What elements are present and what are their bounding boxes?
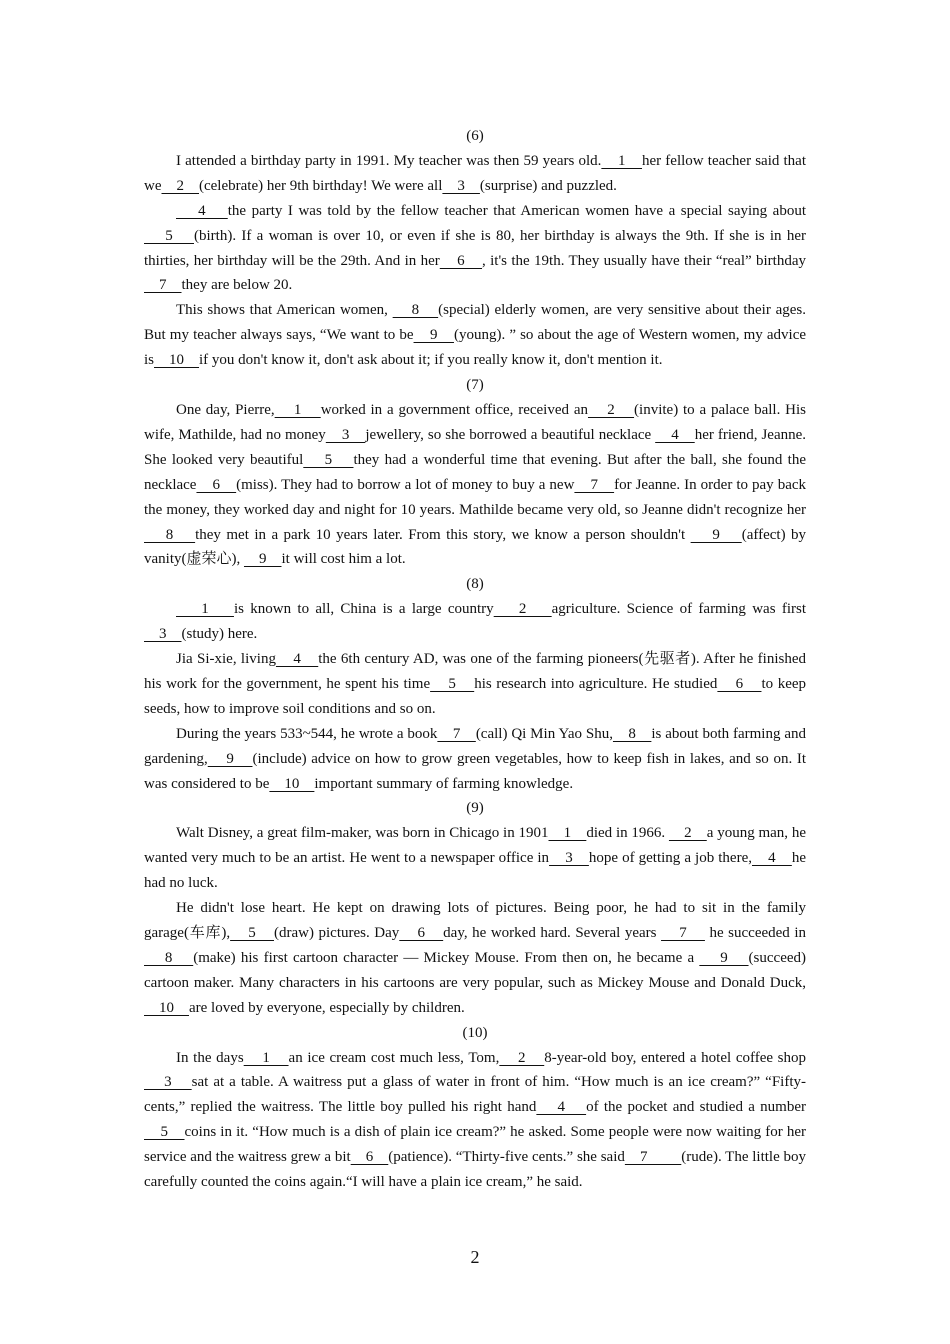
passage-text: coins in it. “How much is a dish of plain ice cream?” he asked. Some people were now waiting for her service and the waitress grew a bit: [144, 1124, 807, 1166]
passage-text: (patience). “Thirty-five cents.” she said: [388, 1149, 625, 1166]
passage-text: an ice cream cost much less, Tom,: [288, 1049, 500, 1066]
passage-text: 8-year-old boy, entered a hotel coffee shop: [544, 1049, 807, 1066]
passage-text: (call) Qi Min Yao Shu,: [475, 725, 613, 742]
passage-text: I attended a birthday party in 1991. My teacher was then 59 years old.: [176, 152, 602, 169]
answer-blank: 1: [176, 601, 234, 618]
passage-text: (rude). The little boy carefully counted the coins again.“I will have a plain ice cream,” he said.: [144, 1149, 807, 1191]
passage-text: (succeed) cartoon maker. Many characters in his cartoons are very popular, such as Mickey Mouse and Donald Duck,: [144, 949, 807, 991]
passage-paragraph: [144, 896, 806, 1021]
document-page: [144, 124, 806, 1195]
passage-text: , it's the 19th. They usually have their “real” birthday: [482, 252, 806, 269]
answer-blank: 5: [144, 1124, 185, 1141]
passage-text: (include) advice on how to grow green vegetables, how to keep fish in lakes, and so on. It was considered to be: [144, 750, 807, 792]
answer-blank: 6: [196, 476, 237, 493]
answer-blank: 9: [699, 949, 749, 966]
passage-paragraph: [144, 298, 806, 373]
answer-blank: 2: [499, 1049, 545, 1066]
answer-blank: 6: [439, 252, 483, 269]
answer-blank: 6: [350, 1149, 389, 1166]
answer-blank: 10: [154, 352, 200, 369]
passage-text: for Jeanne. In order to pay back the money, they worked day and night for 10 years. Mathilde became very old, so Jeanne didn't recognize her: [144, 476, 807, 518]
passage-text: are loved by everyone, especially by children.: [189, 999, 465, 1016]
passage-paragraph: [144, 722, 806, 797]
answer-blank: 8: [392, 302, 439, 319]
passage-text: agriculture. Science of farming was first: [551, 601, 806, 618]
passage-text: sat at a table. A waitress put a glass of water in front of him. “How much is an ice cream?” “Fifty-cents,” replied the waitress. The little boy pulled his right hand: [144, 1074, 807, 1116]
passage-text: the party I was told by the fellow teacher that American women have a special saying about: [227, 202, 806, 219]
answer-blank: 1: [274, 401, 321, 418]
answer-blank: 2: [587, 401, 635, 418]
passage-paragraph: [144, 821, 806, 896]
answer-blank: 8: [144, 949, 194, 966]
passage-text: (invite) to a palace ball. His wife, Mathilde, had no money: [144, 401, 807, 443]
answer-blank: 3: [144, 1074, 192, 1091]
answer-blank: 9: [413, 327, 454, 344]
answer-blank: 3: [325, 426, 366, 443]
passage-text: the 6th century AD, was one of the farming pioneers(先驱者). After he finished his work for the government, he spent his time: [144, 651, 806, 692]
passage-paragraph: [144, 1046, 806, 1195]
section-number: (6): [466, 128, 484, 144]
answer-blank: 3: [442, 177, 480, 194]
passage-text: During the years 533~544, he wrote a book: [176, 725, 438, 742]
answer-blank: 4: [176, 202, 228, 219]
passage-text: they met in a park 10 years later. From this story, we know a person shouldn't: [195, 526, 691, 543]
answer-blank: 2: [668, 825, 707, 842]
passage-paragraph: [144, 647, 806, 722]
section-number: (7): [466, 377, 484, 394]
passage-text: is about both farming and gardening,: [144, 725, 806, 767]
passage-text: is known to all, China is a large country: [233, 601, 494, 618]
answer-blank: 4: [655, 426, 695, 443]
answer-blank: 1: [548, 825, 587, 842]
passage-text: In the days: [176, 1049, 244, 1066]
answer-blank: 8: [144, 526, 196, 543]
answer-blank: 9: [243, 551, 282, 568]
passage-text: (study) here.: [181, 626, 258, 643]
passage-paragraph: [144, 597, 806, 647]
passage-text: (young). ” so about the age of Western women, my advice is: [144, 327, 807, 369]
page-number: 2: [470, 1247, 480, 1267]
passage-paragraph: [144, 149, 806, 199]
answer-blank: 5: [230, 925, 274, 941]
passage-text: (surprise) and puzzled.: [479, 177, 617, 194]
passage-text: died in 1966.: [586, 825, 669, 842]
passage-text: (make) his first cartoon character — Mickey Mouse. From then on, he became a: [193, 949, 700, 966]
answer-blank: 4: [275, 651, 319, 668]
answer-blank: 5: [430, 675, 475, 692]
answer-blank: 5: [144, 227, 194, 244]
answer-blank: 3: [144, 626, 182, 643]
passage-paragraph: [144, 199, 806, 299]
answer-blank: 2: [161, 177, 199, 194]
passage-text: it will cost him a lot.: [281, 551, 406, 568]
answer-blank: 2: [493, 601, 552, 618]
passage-text: He didn't lose heart. He kept on drawing lots of pictures. Being poor, he had to sit in the family garage(车库),: [144, 900, 806, 941]
passage-text: he had no luck.: [144, 850, 807, 892]
passage-text: her friend, Jeanne. She looked very beautiful: [144, 426, 807, 468]
passage-text: One day, Pierre,: [176, 401, 275, 418]
passage-text: if you don't know it, don't ask about it; if you really know it, don't mention it.: [199, 352, 663, 369]
answer-blank: 7: [574, 476, 615, 493]
passage-text: to keep seeds, how to improve soil conditions and so on.: [144, 675, 807, 717]
passage-text: Walt Disney, a great film-maker, was born in Chicago in 1901: [176, 825, 549, 842]
passage-text: This shows that American women,: [176, 302, 393, 319]
passage-text: they had a wonderful time that evening. But after the ball, she found the necklace: [144, 451, 807, 493]
answer-blank: 6: [399, 925, 444, 941]
passage-text: (birth). If a woman is over 10, or even if she is 80, her birthday is always the 9th. If she is in her thirties, her birthday will be the 29th. And in her: [144, 227, 807, 269]
passage-text: (special) elderly women, are very sensitive about their ages. But my teacher always says, “We want to be: [144, 302, 806, 344]
answer-blank: 7: [661, 925, 705, 941]
answer-blank: 10: [269, 775, 315, 792]
answer-blank: 9: [690, 526, 742, 543]
passage-text: (affect) by vanity(虚荣心),: [144, 526, 807, 568]
passage-text: his research into agriculture. He studied: [474, 675, 718, 692]
section-number: (8): [466, 576, 484, 593]
passage-text: a young man, he wanted very much to be an artist. He went to a newspaper office in: [144, 825, 807, 867]
passage-text: day, he worked hard. Several years: [443, 925, 662, 941]
passage-text: they are below 20.: [181, 277, 293, 294]
passage-text: (draw) pictures. Day: [273, 925, 400, 941]
answer-blank: 5: [303, 451, 354, 468]
answer-blank: 7: [437, 725, 476, 742]
answer-blank: 9: [207, 750, 253, 767]
answer-blank: 6: [717, 675, 762, 692]
answer-blank: 1: [601, 152, 643, 169]
passage-text: worked in a government office, received an: [320, 401, 588, 418]
answer-blank: 4: [752, 850, 792, 867]
passage-text: important summary of farming knowledge.: [314, 775, 574, 792]
passage-text: hope of getting a job there,: [588, 850, 752, 867]
section-number: (9): [466, 800, 484, 817]
passage-text: Jia Si-xie, living: [176, 651, 276, 668]
passage-text: (celebrate) her 9th birthday! We were all: [199, 177, 443, 194]
passage-text: her fellow teacher said that we: [144, 152, 807, 194]
answer-blank: 7: [144, 277, 182, 294]
passage-paragraph: [144, 398, 806, 572]
answer-blank: 8: [612, 725, 652, 742]
answer-blank: 1: [243, 1049, 289, 1066]
passage-text: (miss). They had to borrow a lot of money to buy a new: [236, 476, 575, 493]
passage-text: of the pocket and studied a number: [586, 1099, 806, 1116]
answer-blank: 4: [536, 1099, 587, 1116]
section-number: (10): [462, 1024, 488, 1041]
passage-text: he succeeded in: [704, 925, 807, 941]
answer-blank: 3: [549, 850, 589, 867]
answer-blank: 10: [144, 999, 189, 1016]
answer-blank: 7: [624, 1149, 682, 1166]
passage-text: jewellery, so she borrowed a beautiful necklace: [365, 426, 656, 443]
